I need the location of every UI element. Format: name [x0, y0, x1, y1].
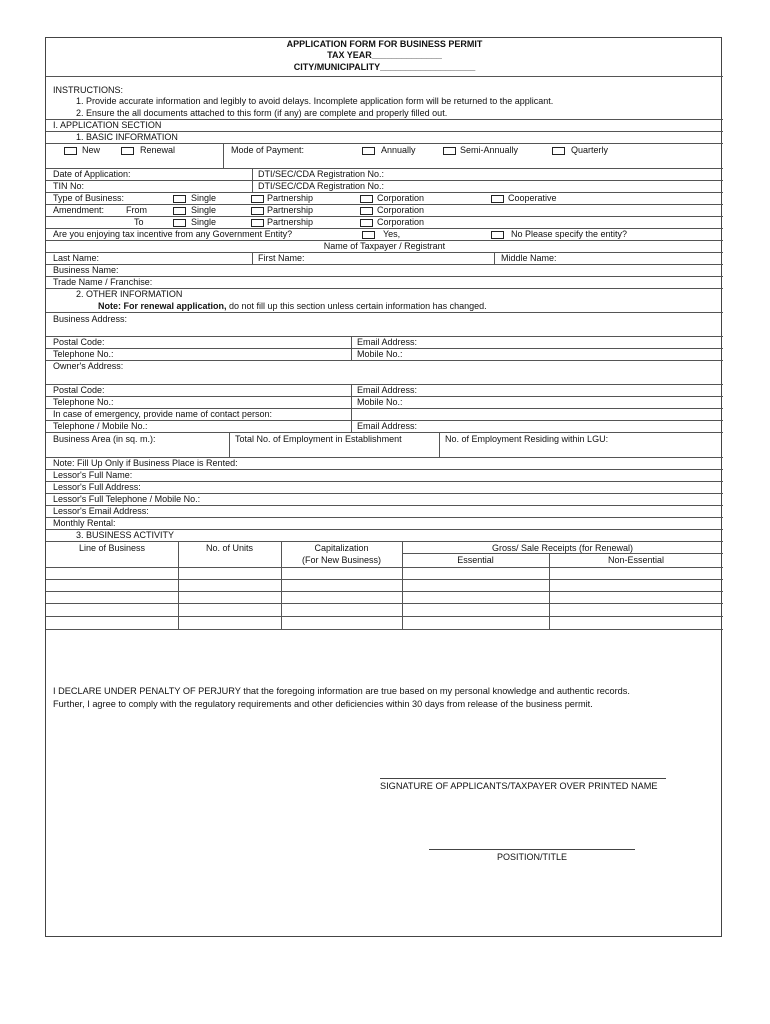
- postal-code-field[interactable]: Postal Code:: [53, 337, 105, 347]
- divider: [494, 252, 495, 264]
- owner-postal-code-field[interactable]: Postal Code:: [53, 385, 105, 395]
- dti-registration-field[interactable]: DTI/SEC/CDA Registration No.:: [258, 169, 385, 179]
- col-header-no-of-units: No. of Units: [205, 543, 254, 553]
- city-municipality-field[interactable]: CITY/MUNICIPALITY___________________: [293, 62, 476, 72]
- renewal-note-bold: Note: For renewal application,: [98, 301, 227, 311]
- annually-checkbox[interactable]: [362, 147, 375, 155]
- divider: [46, 76, 723, 77]
- business-activity-heading: 3. BUSINESS ACTIVITY: [76, 530, 175, 540]
- lessor-phone-field[interactable]: Lessor's Full Telephone / Mobile No.:: [53, 494, 201, 504]
- dti-registration-field[interactable]: DTI/SEC/CDA Registration No.:: [258, 181, 385, 191]
- divider: [351, 420, 352, 432]
- table-row[interactable]: [46, 616, 723, 617]
- trade-name-field[interactable]: Trade Name / Franchise:: [53, 277, 153, 287]
- divider: [46, 469, 723, 470]
- incentive-yes-checkbox[interactable]: [362, 231, 375, 239]
- col-header-essential: Essential: [457, 555, 494, 565]
- date-of-application-field[interactable]: Date of Application:: [53, 169, 131, 179]
- declaration-line-2: Further, I agree to comply with the regulatory requirements and other deficiencies within 30 days from release of the business permit.: [53, 699, 593, 709]
- partnership-label: Partnership: [267, 193, 314, 203]
- divider: [46, 143, 723, 144]
- table-row[interactable]: [46, 629, 723, 630]
- renewal-note: [98, 301, 487, 312]
- owners-address-field[interactable]: Owner's Address:: [53, 361, 124, 371]
- quarterly-label: Quarterly: [571, 145, 609, 155]
- rented-note: Note: Fill Up Only if Business Place is Rented:: [53, 458, 238, 468]
- mobile-field[interactable]: Mobile No.:: [357, 349, 403, 359]
- to-corporation-checkbox[interactable]: [360, 219, 373, 227]
- position-line[interactable]: [429, 849, 635, 850]
- corporation-label: Corporation: [377, 205, 425, 215]
- single-checkbox[interactable]: [173, 195, 186, 203]
- col-header-gross-receipts: Gross/ Sale Receipts (for Renewal): [491, 543, 634, 553]
- declaration-line-1: I DECLARE UNDER PENALTY OF PERJURY that the foregoing information are true based on my personal knowledge and authentic records.: [53, 686, 630, 696]
- col-header-capitalization: Capitalization: [314, 543, 369, 553]
- instructions-heading: INSTRUCTIONS:: [53, 85, 124, 95]
- other-information-heading: 2. OTHER INFORMATION: [76, 289, 183, 299]
- amendment-label: Amendment:: [53, 205, 105, 215]
- divider: [223, 143, 224, 168]
- no-specify-label: No Please specify the entity?: [511, 229, 628, 239]
- lessor-address-field[interactable]: Lessor's Full Address:: [53, 482, 141, 492]
- emergency-email-field[interactable]: Email Address:: [357, 421, 418, 431]
- semi-annually-label: Semi-Annually: [460, 145, 519, 155]
- instruction-item: 2. Ensure the all documents attached to this form (if any) are complete and properly filled out.: [76, 108, 448, 118]
- table-row[interactable]: [46, 579, 723, 580]
- signature-label: SIGNATURE OF APPLICANTS/TAXPAYER OVER PRINTED NAME: [380, 781, 658, 791]
- single-label: Single: [191, 193, 217, 203]
- divider: [46, 312, 723, 313]
- partnership-checkbox[interactable]: [251, 195, 264, 203]
- position-title-label: POSITION/TITLE: [496, 852, 567, 862]
- divider: [46, 567, 723, 568]
- semi-annually-checkbox[interactable]: [443, 147, 456, 155]
- signature-line[interactable]: [380, 778, 666, 779]
- from-single-checkbox[interactable]: [173, 207, 186, 215]
- renewal-label: Renewal: [140, 145, 176, 155]
- taxpayer-name-heading: Name of Taxpayer / Registrant: [323, 241, 446, 251]
- divider: [229, 432, 230, 457]
- first-name-field[interactable]: First Name:: [258, 253, 305, 263]
- business-area-field[interactable]: Business Area (in sq. m.):: [53, 434, 156, 444]
- renewal-checkbox[interactable]: [121, 147, 134, 155]
- table-row[interactable]: [46, 591, 723, 592]
- cooperative-checkbox[interactable]: [491, 195, 504, 203]
- instruction-item: 1. Provide accurate information and legibly to avoid delays. Incomplete application form will be returned to the applicant.: [76, 96, 554, 106]
- partnership-label: Partnership: [267, 217, 314, 227]
- from-corporation-checkbox[interactable]: [360, 207, 373, 215]
- partnership-label: Partnership: [267, 205, 314, 215]
- form-title: APPLICATION FORM FOR BUSINESS PERMIT: [286, 39, 483, 49]
- lessor-name-field[interactable]: Lessor's Full Name:: [53, 470, 133, 480]
- application-section-heading: I. APPLICATION SECTION: [53, 120, 162, 130]
- col-header-non-essential: Non-Essential: [607, 555, 665, 565]
- emergency-telephone-field[interactable]: Telephone / Mobile No.:: [53, 421, 148, 431]
- divider: [46, 264, 723, 265]
- monthly-rental-field[interactable]: Monthly Rental:: [53, 518, 116, 528]
- business-address-field[interactable]: Business Address:: [53, 314, 128, 324]
- owner-mobile-field[interactable]: Mobile No.:: [357, 397, 403, 407]
- to-single-checkbox[interactable]: [173, 219, 186, 227]
- divider: [46, 432, 723, 433]
- single-label: Single: [191, 205, 217, 215]
- business-permit-form: [45, 37, 722, 937]
- divider: [46, 360, 723, 361]
- tin-field[interactable]: TIN No:: [53, 181, 85, 191]
- divider: [439, 432, 440, 457]
- owner-telephone-field[interactable]: Telephone No.:: [53, 397, 114, 407]
- mode-of-payment-label: Mode of Payment:: [231, 145, 305, 155]
- telephone-field[interactable]: Telephone No.:: [53, 349, 114, 359]
- email-address-field[interactable]: Email Address:: [357, 337, 418, 347]
- divider: [46, 517, 723, 518]
- single-label: Single: [191, 217, 217, 227]
- divider: [46, 252, 723, 253]
- new-label: New: [82, 145, 101, 155]
- renewal-note-text: do not fill up this section unless certain information has changed.: [226, 301, 487, 311]
- annually-label: Annually: [381, 145, 416, 155]
- divider: [46, 541, 723, 542]
- cooperative-label: Cooperative: [508, 193, 557, 203]
- owner-email-field[interactable]: Email Address:: [357, 385, 418, 395]
- incentive-no-checkbox[interactable]: [491, 231, 504, 239]
- amendment-to-label: To: [134, 217, 144, 227]
- corporation-label: Corporation: [377, 193, 425, 203]
- new-checkbox[interactable]: [64, 147, 77, 155]
- business-name-field[interactable]: Business Name:: [53, 265, 119, 275]
- divider: [351, 384, 352, 420]
- middle-name-field[interactable]: Middle Name:: [501, 253, 557, 263]
- table-row[interactable]: [46, 603, 723, 604]
- from-partnership-checkbox[interactable]: [251, 207, 264, 215]
- tax-year-field[interactable]: TAX YEAR______________: [327, 50, 442, 60]
- total-employment-field[interactable]: Total No. of Employment in Establishment: [235, 434, 402, 444]
- last-name-field[interactable]: Last Name:: [53, 253, 100, 263]
- tax-incentive-question: Are you enjoying tax incentive from any Government Entity?: [53, 229, 293, 239]
- col-header-capitalization-note: (For New Business): [301, 555, 382, 565]
- lessor-email-field[interactable]: Lessor's Email Address:: [53, 506, 149, 516]
- divider: [46, 168, 723, 169]
- quarterly-checkbox[interactable]: [552, 147, 565, 155]
- corporation-checkbox[interactable]: [360, 195, 373, 203]
- basic-information-heading: 1. BASIC INFORMATION: [76, 132, 178, 142]
- lgu-employment-field[interactable]: No. of Employment Residing within LGU:: [445, 434, 609, 444]
- amendment-from-label: From: [126, 205, 147, 215]
- type-of-business-label: Type of Business:: [53, 193, 125, 203]
- divider: [46, 481, 723, 482]
- corporation-label: Corporation: [377, 217, 425, 227]
- to-partnership-checkbox[interactable]: [251, 219, 264, 227]
- divider: [46, 180, 723, 181]
- emergency-contact-field[interactable]: In case of emergency, provide name of contact person:: [53, 409, 272, 419]
- yes-label: Yes,: [383, 229, 401, 239]
- col-header-line-of-business: Line of Business: [78, 543, 146, 553]
- divider: [252, 252, 253, 264]
